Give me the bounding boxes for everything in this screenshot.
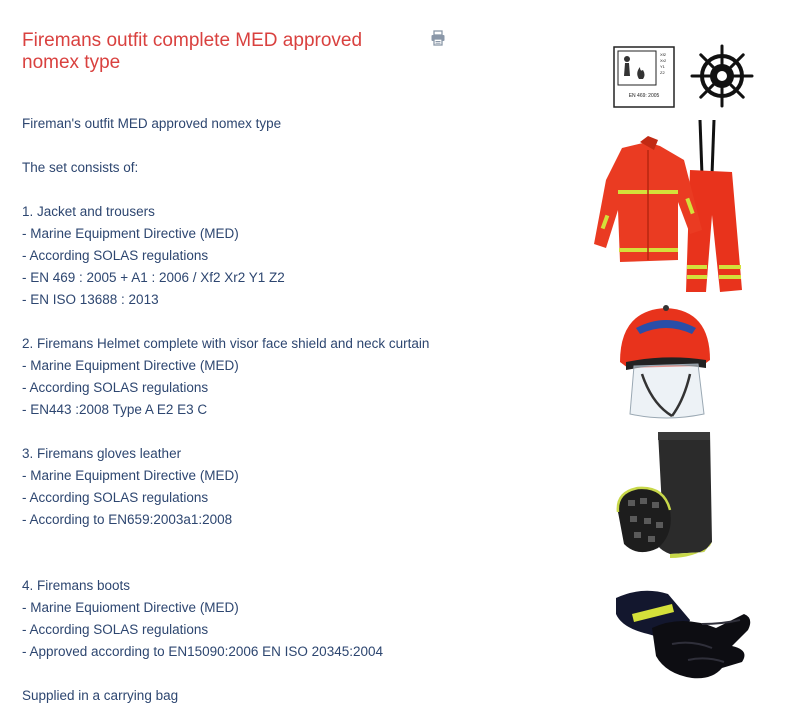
- product-description: [22, 113, 562, 707]
- list-item: - EN 469 : 2005 + A1 : 2006 / Xf2 Xr2 Y1 Z2: [22, 270, 285, 285]
- badge-code: Xr2: [660, 58, 667, 63]
- firefighter-helmet-image: [612, 304, 716, 422]
- list-item: - According SOLAS regulations: [22, 622, 209, 637]
- ships-wheel-icon: [690, 44, 754, 108]
- section-jacket-trousers: [22, 201, 562, 311]
- list-item: - According to EN659:2003a1:2008: [22, 512, 233, 527]
- section-helmet: [22, 333, 562, 421]
- page-title: Firemans outfit complete MED approved nomex type: [22, 30, 363, 73]
- list-item: - EN443 :2008 Type A E2 E3 C: [22, 402, 208, 417]
- section-title: 2. Firemans Helmet complete with visor face shield and neck curtain: [22, 336, 430, 351]
- set-intro-text: The set consists of:: [22, 160, 139, 175]
- firefighter-gloves-image: [612, 584, 754, 684]
- jacket-trousers-image: [592, 120, 747, 298]
- list-item: - Marine Equioment Directive (MED): [22, 600, 239, 615]
- list-item: - According SOLAS regulations: [22, 490, 209, 505]
- section-gloves: [22, 443, 562, 531]
- badge-code: Y1: [660, 64, 665, 69]
- section-boots: [22, 575, 562, 663]
- list-item: - Marine Equipment Directive (MED): [22, 358, 239, 373]
- section-title: 3. Firemans gloves leather: [22, 446, 182, 461]
- intro-text: Fireman's outfit MED approved nomex type: [22, 116, 282, 131]
- list-item: - Marine Equipment Directive (MED): [22, 468, 239, 483]
- list-item: - According SOLAS regulations: [22, 380, 209, 395]
- list-item: - EN ISO 13688 : 2013: [22, 292, 159, 307]
- en469-certification-badge: [613, 46, 675, 108]
- footer-note: Supplied in a carrying bag: [22, 688, 179, 703]
- printer-icon[interactable]: [430, 30, 446, 46]
- list-item: - Marine Equipment Directive (MED): [22, 226, 239, 241]
- badge-label: EN 469: 2005: [628, 93, 660, 99]
- list-item: - According SOLAS regulations: [22, 248, 209, 263]
- section-title: 4. Firemans boots: [22, 578, 131, 593]
- badge-code: Xf2: [660, 52, 667, 57]
- list-item: - Approved according to EN15090:2006 EN ISO 20345:2004: [22, 644, 383, 659]
- badge-code: Z2: [660, 70, 665, 75]
- section-title: 1. Jacket and trousers: [22, 204, 155, 219]
- firefighter-boots-image: [614, 430, 716, 560]
